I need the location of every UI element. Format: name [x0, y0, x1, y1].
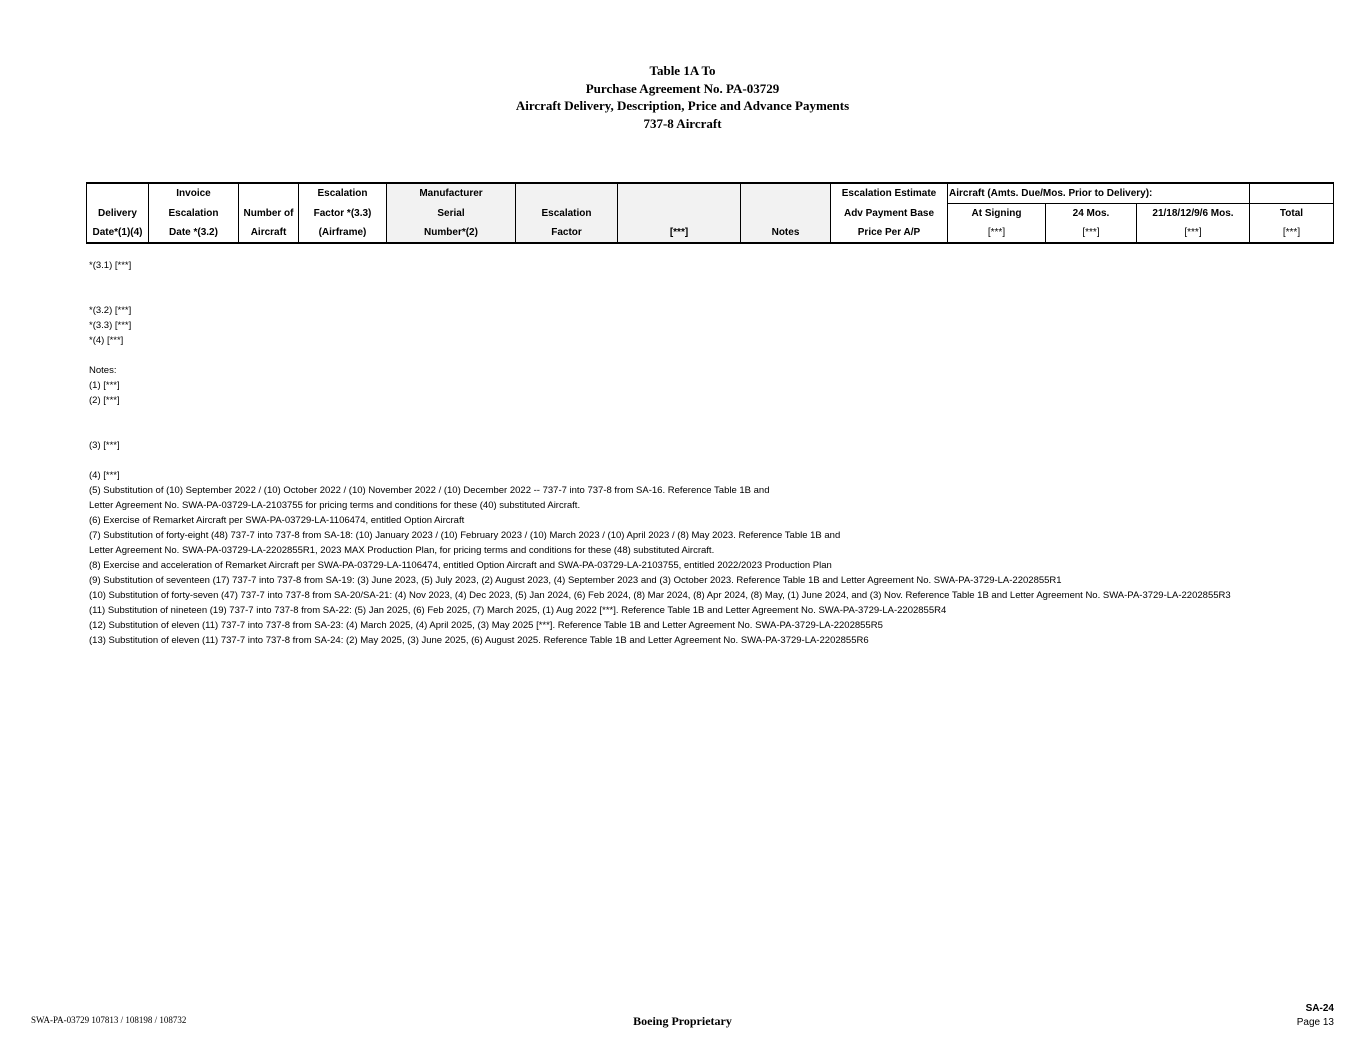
- header-cell: Number*(2): [387, 223, 516, 243]
- note-line: (13) Substitution of eleven (11) 737-7 into 737-8 from SA-24: (2) May 2025, (3) June 2025, (6) August 2025. Reference Table 1B and Letter Agreement No. SWA-PA-3729-LA-2202855R6: [89, 635, 869, 646]
- redacted-value-cell: [***]: [1250, 223, 1334, 243]
- header-cell: Factor *(3.3): [299, 204, 387, 224]
- note-line: *(3.2) [***]: [89, 305, 132, 316]
- note-line: (3) [***]: [89, 440, 120, 451]
- note-line: [89, 408, 1359, 423]
- header-cell: [741, 183, 831, 204]
- redacted-value-cell: [***]: [1137, 223, 1250, 243]
- note-line: (8) Exercise and acceleration of Remarket Aircraft per SWA-PA-03729-LA-1106474, entitled Option Aircraft and SWA-PA-03729-LA-2103755, entitled 2022/2023 Production Plan: [89, 560, 832, 571]
- header-cell: Date *(3.2): [149, 223, 239, 243]
- note-line: *(3.1) [***]: [89, 260, 132, 271]
- header-cell: [87, 183, 149, 204]
- table-header-row: [87, 183, 1334, 204]
- note-line: (6) Exercise of Remarket Aircraft per SWA-PA-03729-LA-1106474, entitled Option Aircraft: [89, 515, 465, 526]
- header-cell: Adv Payment Base: [831, 204, 948, 224]
- header-cell: Escalation: [149, 204, 239, 224]
- note-line: [89, 288, 1359, 303]
- proprietary-label: Boeing Proprietary: [633, 1014, 732, 1028]
- page-number: Page 13: [1296, 1017, 1334, 1028]
- title-line-aircraft: 737-8 Aircraft: [643, 115, 722, 131]
- note-line: (4) [***]: [89, 470, 120, 481]
- header-cell: [1250, 183, 1334, 204]
- note-line: (12) Substitution of eleven (11) 737-7 into 737-8 from SA-23: (4) March 2025, (4) April 2025, (3) May 2025 [***]. Reference Table 1B and Letter Agreement No. SWA-PA-3729-LA-2202855R5: [89, 620, 883, 631]
- note-line: (11) Substitution of nineteen (19) 737-7 into 737-8 from SA-22: (5) Jan 2025, (6) Feb 2025, (7) March 2025, (1) Aug 2022 [***]. Reference Table 1B and Letter Agreement No. SWA-PA-3729-LA-2202855R4: [89, 605, 947, 616]
- document-title: [0, 62, 1365, 132]
- note-line: *(3.3) [***]: [89, 320, 132, 331]
- header-cell: Serial: [387, 204, 516, 224]
- header-cell: (Airframe): [299, 223, 387, 243]
- note-line: [89, 453, 1359, 468]
- note-line: Notes:: [89, 365, 117, 376]
- header-cell: Invoice: [149, 183, 239, 204]
- header-cell: Total: [1250, 204, 1334, 224]
- title-line-table: Table 1A To: [649, 63, 716, 78]
- title-line-agreement: Purchase Agreement No. PA-03729: [585, 80, 780, 96]
- note-line: (7) Substitution of forty-eight (48) 737-7 into 737-8 from SA-18: (10) January 2023 / (10) February 2023 / (10) March 2023 / (10) April 2023 / (8) May 2023. Reference Table 1B and: [89, 530, 841, 541]
- header-cell: Aircraft: [239, 223, 299, 243]
- note-line: Letter Agreement No. SWA-PA-03729-LA-2103755 for pricing terms and conditions for these (40) substituted Aircraft.: [89, 500, 581, 511]
- header-cell: [618, 183, 741, 204]
- header-cell: Factor: [516, 223, 618, 243]
- supplemental-agreement-number: SA-24: [1305, 1003, 1334, 1014]
- header-cell: At Signing: [948, 204, 1046, 224]
- notes-section: [89, 258, 1359, 648]
- note-line: (2) [***]: [89, 395, 120, 406]
- note-line: *(4) [***]: [89, 335, 124, 346]
- page-info: [1297, 1002, 1334, 1030]
- header-cell: Notes: [741, 223, 831, 243]
- header-cell: Escalation: [516, 204, 618, 224]
- advance-payment-group-header: Aircraft (Amts. Due/Mos. Prior to Delivery):: [948, 183, 1250, 204]
- delivery-price-table: [86, 182, 1334, 244]
- table-header-row: [87, 223, 1334, 243]
- note-line: [89, 273, 1359, 288]
- header-cell: [516, 183, 618, 204]
- header-cell: [***]: [618, 223, 741, 243]
- header-cell: Price Per A/P: [831, 223, 948, 243]
- header-cell: Escalation: [299, 183, 387, 204]
- note-line: (9) Substitution of seventeen (17) 737-7 into 737-8 from SA-19: (3) June 2023, (5) July 2023, (2) August 2023, (4) September 2023 and (3) October 2023. Reference Table 1B and Letter Agreement No. SWA-PA-3729-LA-2202855R1: [89, 575, 1062, 586]
- redacted-value-cell: [***]: [1046, 223, 1137, 243]
- header-cell: Escalation Estimate: [831, 183, 948, 204]
- note-line: (10) Substitution of forty-seven (47) 737-7 into 737-8 from SA-20/SA-21: (4) Nov 2023, (4) Dec 2023, (5) Jan 2024, (6) Feb 2024, (8) Mar 2024, (8) Apr 2024, (8) May, (1) June 2024, and (3) Nov. Reference Table 1B and Letter Agreement No. SWA-PA-3729-LA-2202855R3: [89, 590, 1231, 601]
- header-cell: [618, 204, 741, 224]
- title-line-description: Aircraft Delivery, Description, Price and Advance Payments: [515, 98, 850, 113]
- header-cell: Number of: [239, 204, 299, 224]
- note-line: [89, 423, 1359, 438]
- note-line: [89, 348, 1359, 363]
- redacted-value-cell: [***]: [948, 223, 1046, 243]
- header-cell: Date*(1)(4): [87, 223, 149, 243]
- header-cell: 21/18/12/9/6 Mos.: [1137, 204, 1250, 224]
- note-line: (1) [***]: [89, 380, 120, 391]
- document-reference: SWA-PA-03729 107813 / 108198 / 108732: [31, 1015, 187, 1025]
- header-cell: Delivery: [87, 204, 149, 224]
- header-cell: [239, 183, 299, 204]
- header-cell: [741, 204, 831, 224]
- header-cell: Manufacturer: [387, 183, 516, 204]
- note-line: (5) Substitution of (10) September 2022 / (10) October 2022 / (10) November 2022 / (10) December 2022 -- 737-7 into 737-8 from SA-16. Reference Table 1B and: [89, 485, 770, 496]
- note-line: Letter Agreement No. SWA-PA-03729-LA-2202855R1, 2023 MAX Production Plan, for pricing terms and conditions for these (48) substituted Aircraft.: [89, 545, 715, 556]
- header-cell: 24 Mos.: [1046, 204, 1137, 224]
- table-header-row: [87, 204, 1334, 224]
